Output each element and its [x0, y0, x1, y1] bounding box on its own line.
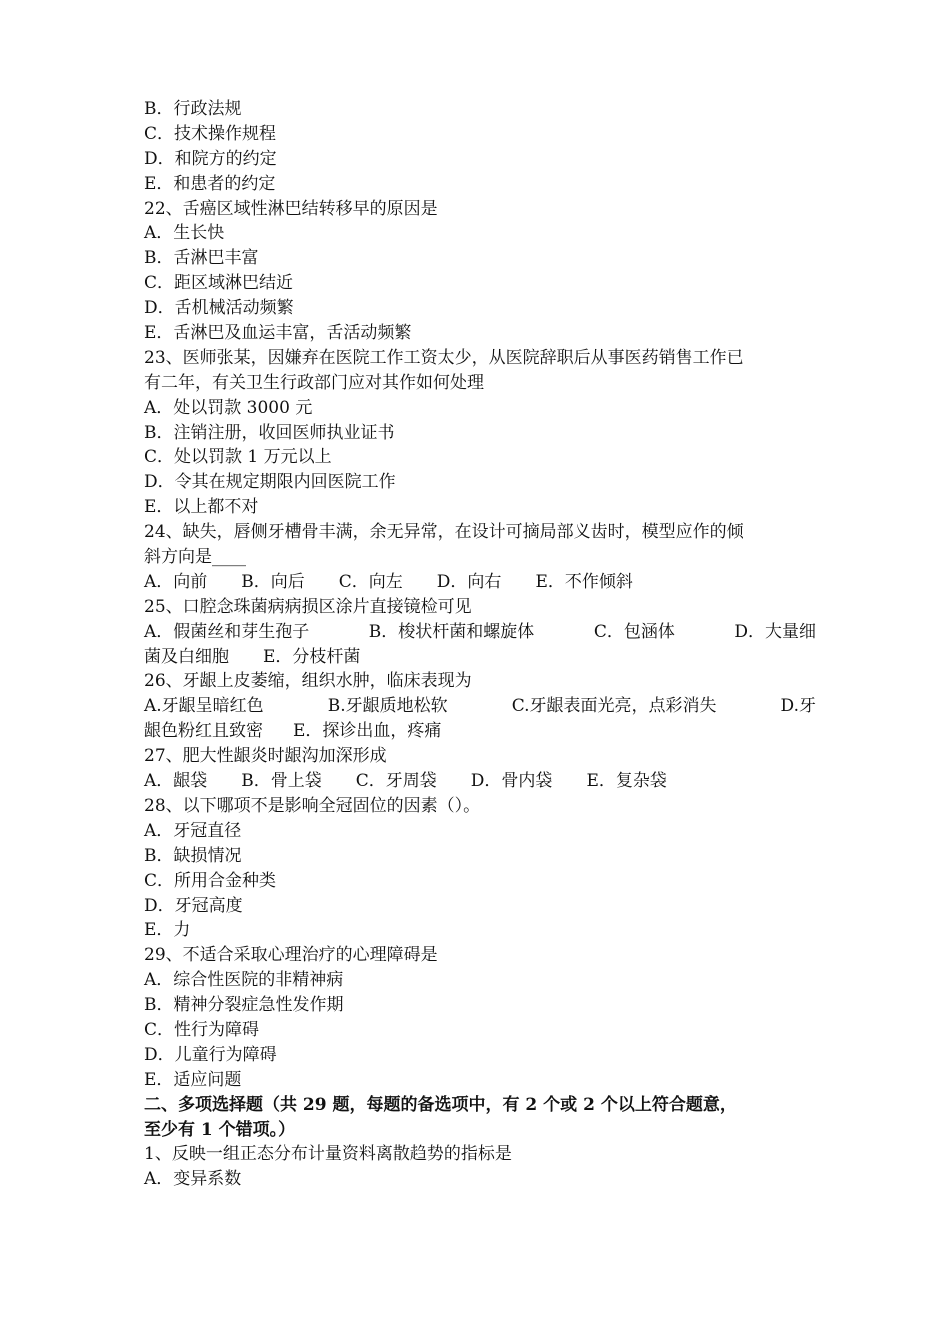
option-a: A．龈袋 — [144, 771, 208, 792]
question-24: 24、缺失，唇侧牙槽骨丰满，余无异常，在设计可摘局部义齿时，模型应作的倾 — [144, 522, 744, 543]
q26-options-line1 — [144, 694, 816, 719]
option-line: C．所用合金种类 — [144, 870, 277, 891]
option-b: B．梭状杆菌和螺旋体 — [368, 621, 535, 642]
section-heading: 二、多项选择题（共 29 题，每题的备选项中，有 2 个或 2 个以上符合题意， — [144, 1094, 737, 1115]
q24-options — [144, 570, 816, 595]
question-1: 1、反映一组正态分布计量资料离散趋势的指标是 — [144, 1144, 512, 1165]
option-line: A．综合性医院的非精神病 — [144, 970, 344, 991]
option-e: E．复杂袋 — [586, 771, 667, 792]
option-b: B．骨上袋 — [241, 771, 322, 792]
option-line: C．处以罚款 1 万元以上 — [144, 447, 332, 468]
option-e: E．分枝杆菌 — [263, 646, 361, 667]
option-c: C．向左 — [338, 571, 403, 592]
option-b: B．向后 — [241, 571, 305, 592]
option-line: E．舌淋巴及血运丰富，舌活动频繁 — [144, 323, 412, 344]
option-d-cont: 菌及白细胞 — [144, 646, 229, 667]
option-d: D．向右 — [436, 571, 502, 592]
question-22: 22、舌癌区域性淋巴结转移早的原因是 — [144, 198, 438, 219]
option-line: B．舌淋巴丰富 — [144, 248, 259, 269]
text-line: E．和患者的约定 — [144, 173, 276, 194]
option-line: A．处以罚款 3000 元 — [144, 397, 313, 418]
question-24-cont: 斜方向是____ — [144, 547, 246, 568]
document-body — [144, 97, 816, 1192]
option-d: D．大量细 — [734, 621, 816, 642]
question-26: 26、牙龈上皮萎缩，组织水肿，临床表现为 — [144, 671, 472, 692]
question-23-cont: 有二年，有关卫生行政部门应对其作如何处理 — [144, 372, 484, 393]
q27-options — [144, 769, 816, 794]
option-line: A．变异系数 — [144, 1169, 242, 1190]
question-28: 28、以下哪项不是影响全冠固位的因素（）。 — [144, 795, 481, 816]
q25-options-line1 — [144, 620, 816, 645]
text-line: D．和院方的约定 — [144, 148, 277, 169]
option-d-cont: 龈色粉红且致密 — [144, 721, 263, 742]
option-line: D．牙冠高度 — [144, 895, 243, 916]
option-a: A.牙龈呈暗红色 — [144, 696, 264, 717]
option-line: C．性行为障碍 — [144, 1019, 260, 1040]
option-line: E．适应问题 — [144, 1069, 242, 1090]
option-line: A．生长快 — [144, 223, 225, 244]
question-29: 29、不适合采取心理治疗的心理障碍是 — [144, 945, 438, 966]
option-d: D.牙 — [780, 696, 816, 717]
q25-options-line2 — [144, 645, 816, 670]
option-line: B．注销注册，收回医师执业证书 — [144, 422, 395, 443]
question-25: 25、口腔念珠菌病病损区涂片直接镜检可见 — [144, 596, 472, 617]
option-c: C.牙龈表面光亮，点彩消失 — [511, 696, 717, 717]
option-a: A．向前 — [144, 571, 208, 592]
option-e: E．不作倾斜 — [535, 571, 633, 592]
option-c: C．包涵体 — [593, 621, 675, 642]
option-line: D．儿童行为障碍 — [144, 1044, 277, 1065]
option-line: D．令其在规定期限内回医院工作 — [144, 472, 396, 493]
option-line: C．距区域淋巴结近 — [144, 273, 294, 294]
option-line: B．精神分裂症急性发作期 — [144, 995, 344, 1016]
option-line: A．牙冠直径 — [144, 820, 242, 841]
option-line: D．舌机械活动频繁 — [144, 298, 294, 319]
option-e: E．探诊出血，疼痛 — [293, 721, 442, 742]
option-b: B.牙龈质地松软 — [327, 696, 448, 717]
text-line: C．技术操作规程 — [144, 123, 277, 144]
option-a: A．假菌丝和芽生孢子 — [144, 621, 310, 642]
question-27: 27、肥大性龈炎时龈沟加深形成 — [144, 746, 387, 767]
option-line: E．以上都不对 — [144, 497, 259, 518]
section-heading-cont: 至少有 1 个错项。） — [144, 1119, 296, 1140]
option-c: C．牙周袋 — [355, 771, 437, 792]
option-line: E．力 — [144, 920, 191, 941]
q26-options-line2 — [144, 719, 816, 744]
option-line: B．缺损情况 — [144, 845, 242, 866]
question-23: 23、医师张某，因嫌弃在医院工作工资太少，从医院辞职后从事医药销售工作已 — [144, 347, 744, 368]
text-line: B．行政法规 — [144, 99, 242, 119]
option-d: D．骨内袋 — [470, 771, 553, 792]
